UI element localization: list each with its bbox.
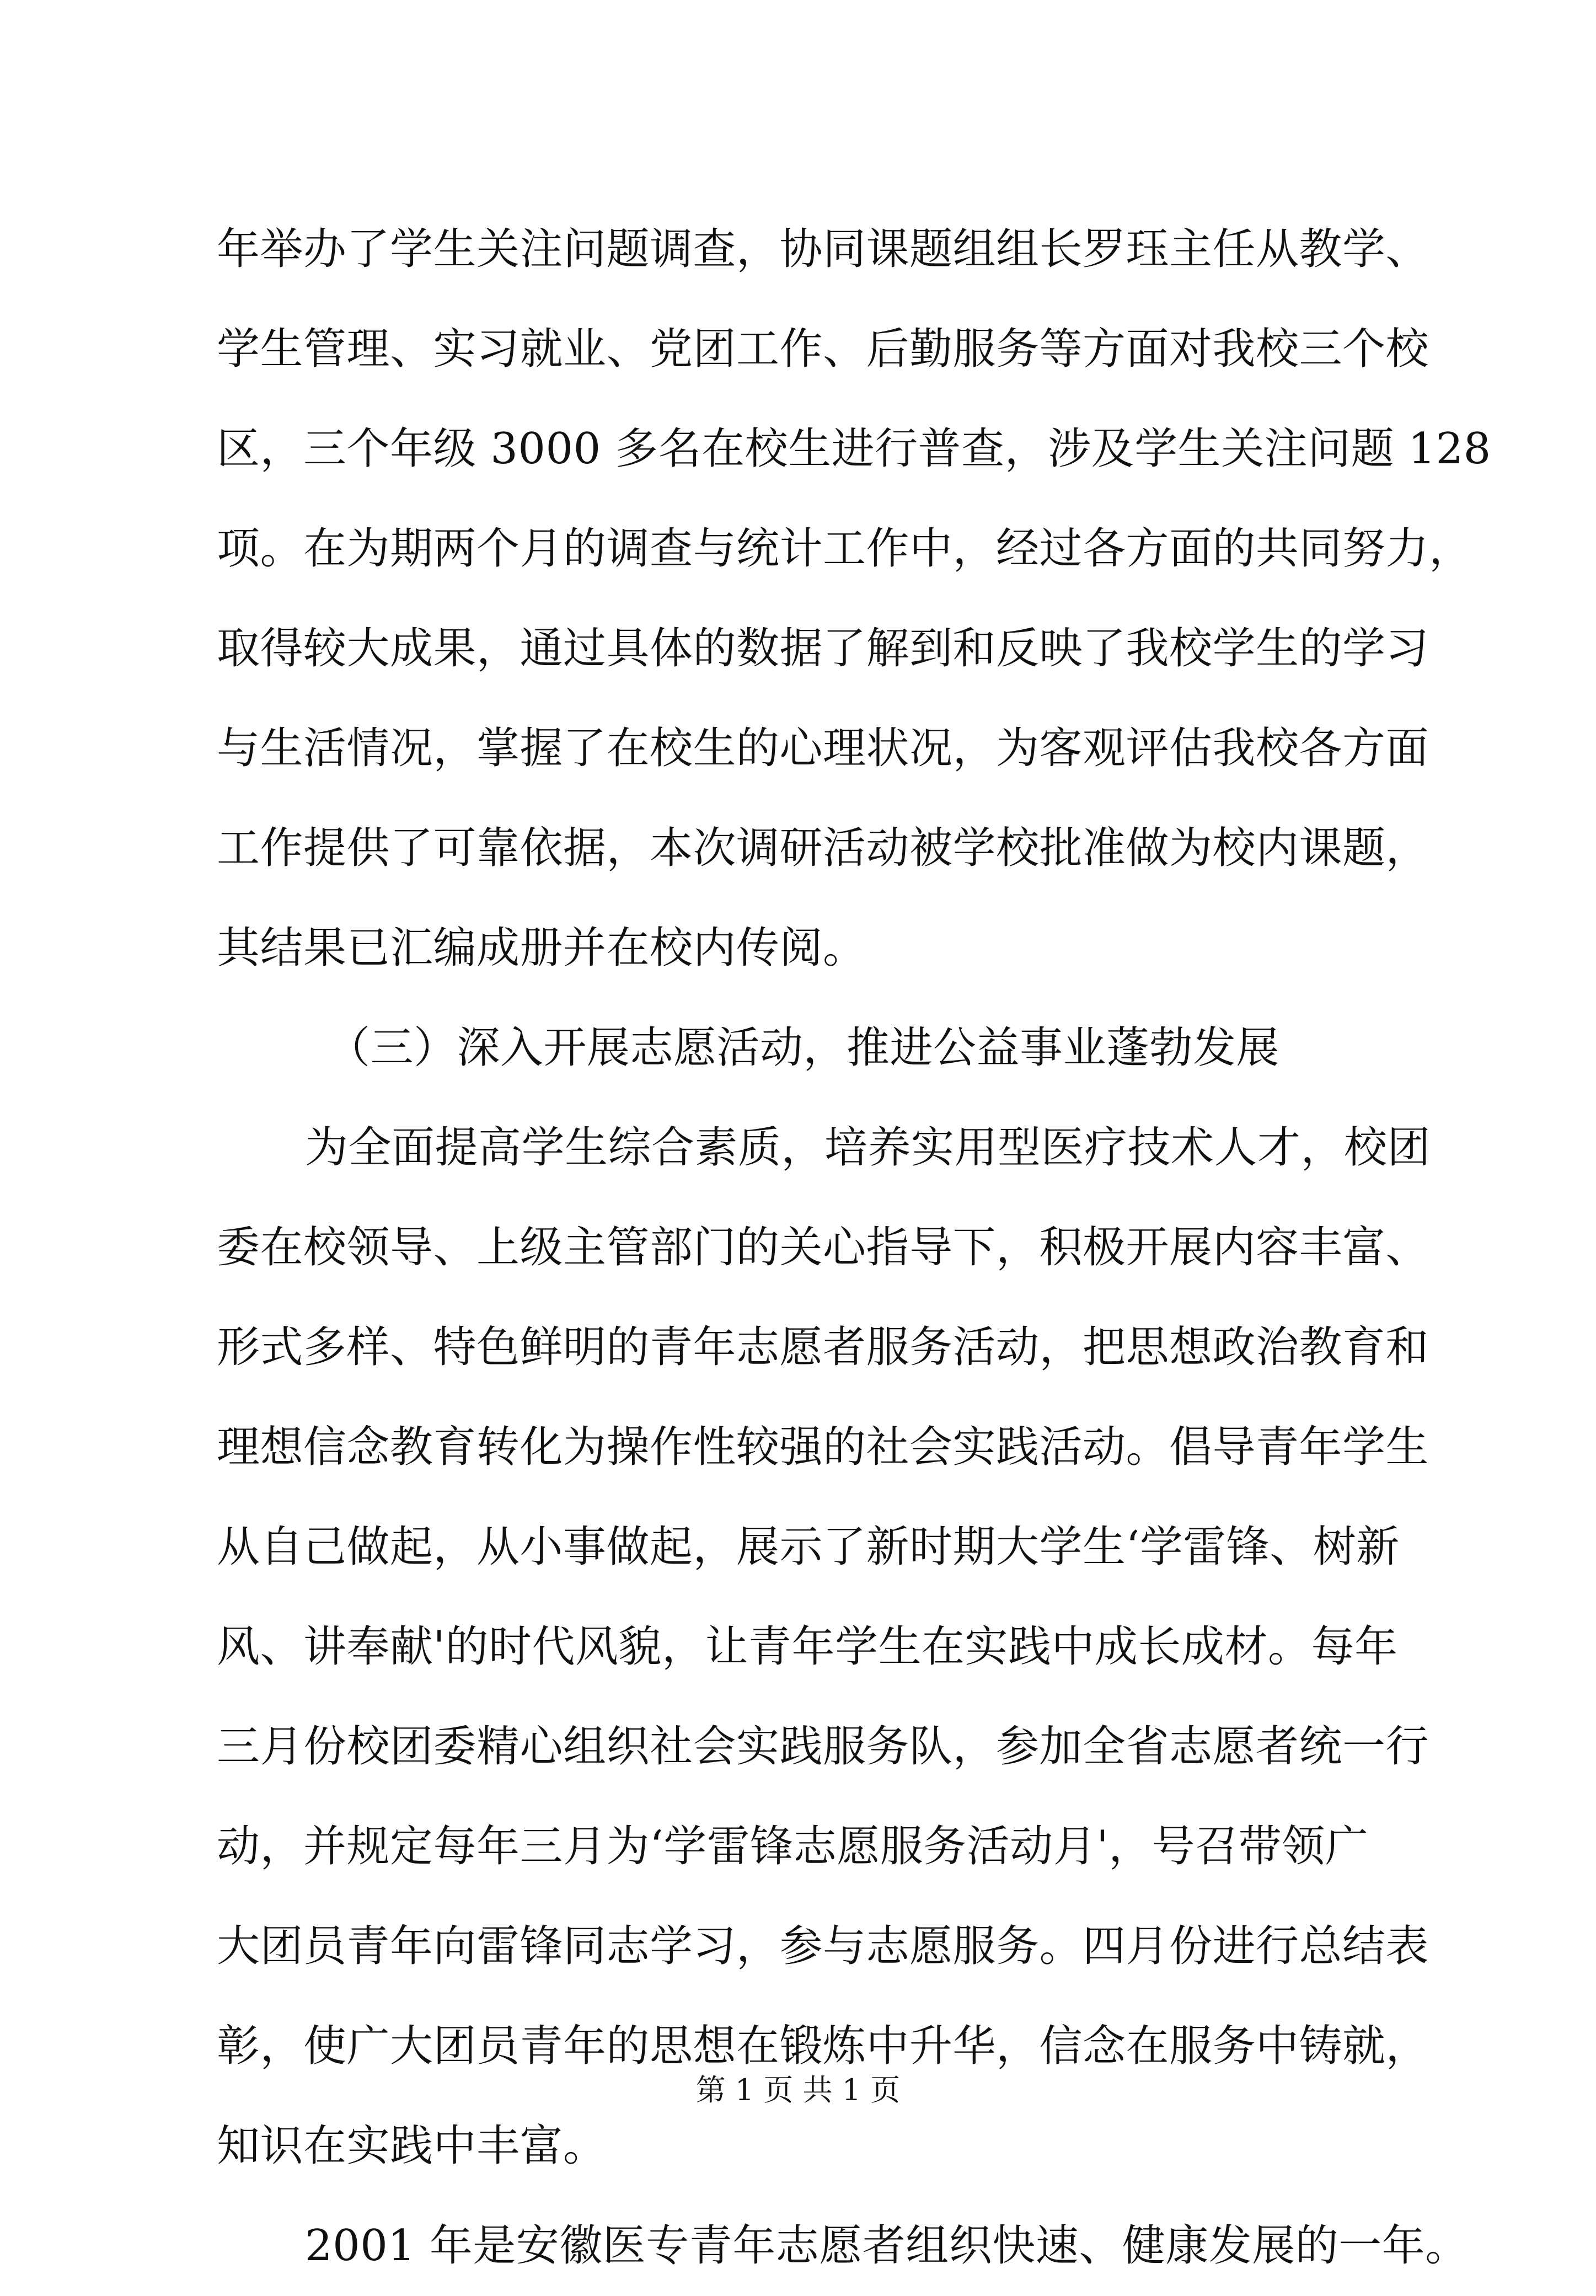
text-line: 大团员青年向雷锋同志学习，参与志愿服务。四月份进行总结表 — [217, 1922, 1429, 1971]
text-line: 与生活情况，掌握了在校生的心理状况，为客观评估我校各方面 — [217, 724, 1429, 773]
text-line: 彰，使广大团员青年的思想在锻炼中升华，信念在服务中铸就， — [217, 2021, 1429, 2071]
text-line: 风、讲奉献'的时代风貌，让青年学生在实践中成长成材。每年 — [217, 1622, 1398, 1672]
text-line: 形式多样、特色鲜明的青年志愿者服务活动，把思想政治教育和 — [217, 1323, 1429, 1372]
text-line: 项。在为期两个月的调查与统计工作中，经过各方面的共同努力， — [217, 524, 1472, 574]
text-line: 区，三个年级 3000 多名在校生进行普查，涉及学生关注问题 128 — [217, 424, 1491, 474]
section-heading: （三）深入开展志愿活动，推进公益事业蓬勃发展 — [327, 1023, 1280, 1073]
text-line: 其结果已汇编成册并在校内传阅。 — [217, 923, 866, 973]
text-line: 从自己做起，从小事做起，展示了新时期大学生‘学雷锋、树新 — [217, 1522, 1400, 1572]
text-line: 委在校领导、上级主管部门的关心指导下，积极开展内容丰富、 — [217, 1223, 1429, 1272]
text-line: 取得较大成果，通过具体的数据了解到和反映了我校学生的学习 — [217, 624, 1429, 673]
paragraph-first-line: 2001 年是安徽医专青年志愿者组织快速、健康发展的一年。 — [305, 2221, 1469, 2271]
body-text — [217, 200, 1491, 2296]
page-footer: 第 1 页 共 1 页 — [695, 2073, 901, 2107]
text-line: 三月份校团委精心组织社会实践服务队，参加全省志愿者统一行 — [217, 1722, 1429, 1771]
text-line: 工作提供了可靠依据，本次调研活动被学校批准做为校内课题， — [217, 823, 1429, 873]
text-line: 知识在实践中丰富。 — [217, 2121, 607, 2171]
text-line: 学生管理、实习就业、党团工作、后勤服务等方面对我校三个校 — [217, 324, 1429, 374]
text-line: 动，并规定每年三月为‘学雷锋志愿服务活动月'，号召带领广 — [217, 1822, 1369, 1871]
text-line: 理想信念教育转化为操作性较强的社会实践活动。倡导青年学生 — [217, 1422, 1429, 1472]
text-line: 年举办了学生关注问题调查，协同课题组组长罗珏主任从教学、 — [217, 224, 1429, 274]
paragraph-first-line: 为全面提高学生综合素质，培养实用型医疗技术人才，校团 — [305, 1123, 1431, 1173]
